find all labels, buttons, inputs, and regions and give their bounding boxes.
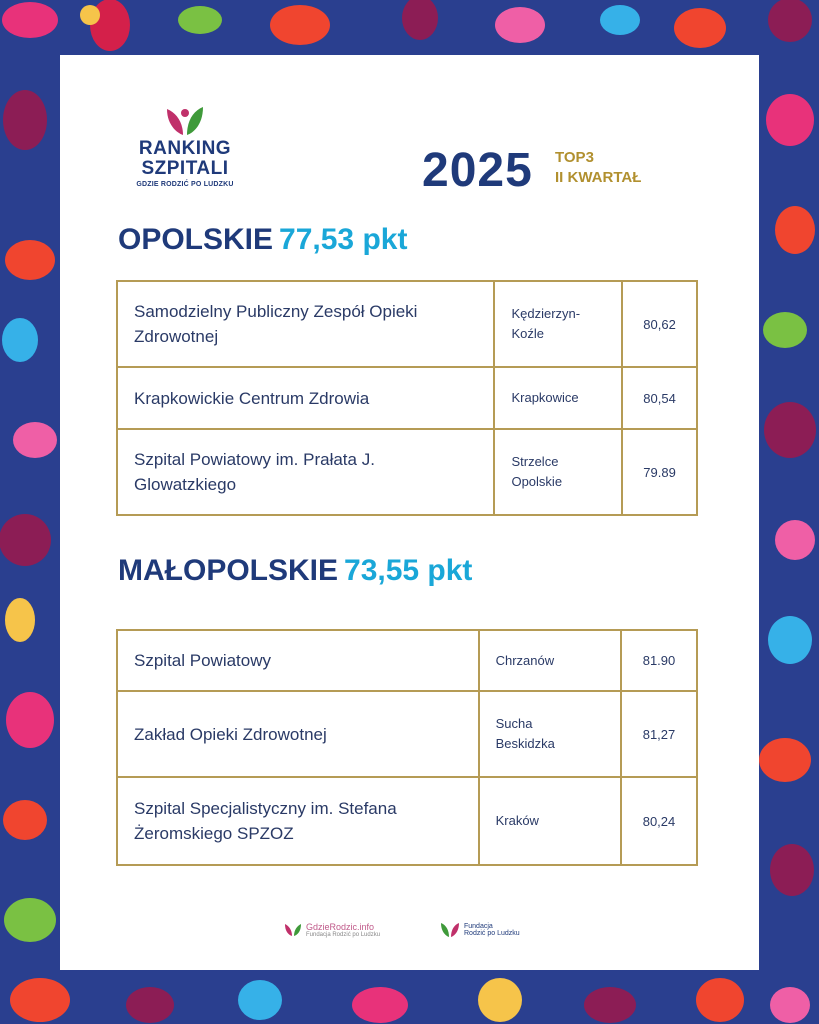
region-name: MAŁOPOLSKIE bbox=[118, 554, 339, 587]
hospital-name: Krapkowickie Centrum Zdrowia bbox=[117, 367, 494, 429]
hospital-name: Samodzielny Publiczny Zespół Opieki Zdrowotnej bbox=[117, 281, 494, 367]
content-card bbox=[60, 55, 759, 970]
logo-tagline: GDZIE RODZIĆ PO LUDZKU bbox=[136, 181, 234, 188]
hospital-score: 79.89 bbox=[622, 429, 697, 515]
logo-line-2: SZPITALI bbox=[141, 158, 229, 179]
hospital-city: Strzelce Opolskie bbox=[494, 429, 622, 515]
hospital-city: Chrzanów bbox=[479, 630, 621, 691]
logo-line-1: RANKING bbox=[138, 138, 232, 159]
table-row bbox=[117, 367, 697, 429]
table-row bbox=[117, 429, 697, 515]
top3-label: TOP3 bbox=[555, 149, 594, 166]
region-heading-malopolskie bbox=[118, 554, 472, 588]
hospital-score: 80,62 bbox=[622, 281, 697, 367]
table-row bbox=[117, 630, 697, 691]
footer-logo-gdzierodzic bbox=[284, 922, 380, 938]
footer-logo2-title: Fundacja bbox=[464, 923, 493, 930]
hospital-name: Zakład Opieki Zdrowotnej bbox=[117, 691, 479, 777]
leaves-icon bbox=[284, 923, 302, 937]
hospital-name: Szpital Specjalistyczny im. Stefana Żeromskiego SPZOZ bbox=[117, 777, 479, 865]
hospital-name: Szpital Powiatowy bbox=[117, 630, 479, 691]
hospital-score: 80,24 bbox=[621, 777, 697, 865]
hospital-city: Sucha Beskidzka bbox=[479, 691, 621, 777]
year-title: 2025 bbox=[422, 144, 533, 197]
region-heading-opolskie bbox=[118, 223, 407, 257]
footer-logo2-sub: Rodzić po Ludzku bbox=[464, 930, 520, 937]
hospital-city: Kraków bbox=[479, 777, 621, 865]
table-row bbox=[117, 777, 697, 865]
hospital-score: 81.90 bbox=[621, 630, 697, 691]
hospital-score: 81,27 bbox=[621, 691, 697, 777]
hospital-score: 80,54 bbox=[622, 367, 697, 429]
region-points: 77,53 pkt bbox=[279, 223, 408, 256]
region-name: OPOLSKIE bbox=[118, 223, 274, 256]
footer-logo-fundacja bbox=[440, 922, 520, 938]
quarter-label: II KWARTAŁ bbox=[555, 169, 642, 186]
region-points: 73,55 pkt bbox=[344, 554, 473, 587]
ranking-logo bbox=[135, 105, 235, 188]
hospital-name: Szpital Powiatowy im. Prałata J. Glowatzkiego bbox=[117, 429, 494, 515]
period-tag bbox=[555, 148, 641, 188]
footer-logo1-title: GdzieRodzic.info bbox=[306, 922, 375, 932]
hospital-city: Kędzierzyn-Koźle bbox=[494, 281, 622, 367]
leaves-icon bbox=[440, 922, 460, 938]
hospital-table-opolskie bbox=[116, 280, 698, 516]
hospital-table-malopolskie bbox=[116, 629, 698, 866]
footer-logo1-sub: Fundacja Rodzić po Ludzku bbox=[306, 932, 381, 938]
hospital-city: Krapkowice bbox=[494, 367, 622, 429]
table-row bbox=[117, 691, 697, 777]
table-row bbox=[117, 281, 697, 367]
leaves-icon bbox=[163, 105, 207, 137]
